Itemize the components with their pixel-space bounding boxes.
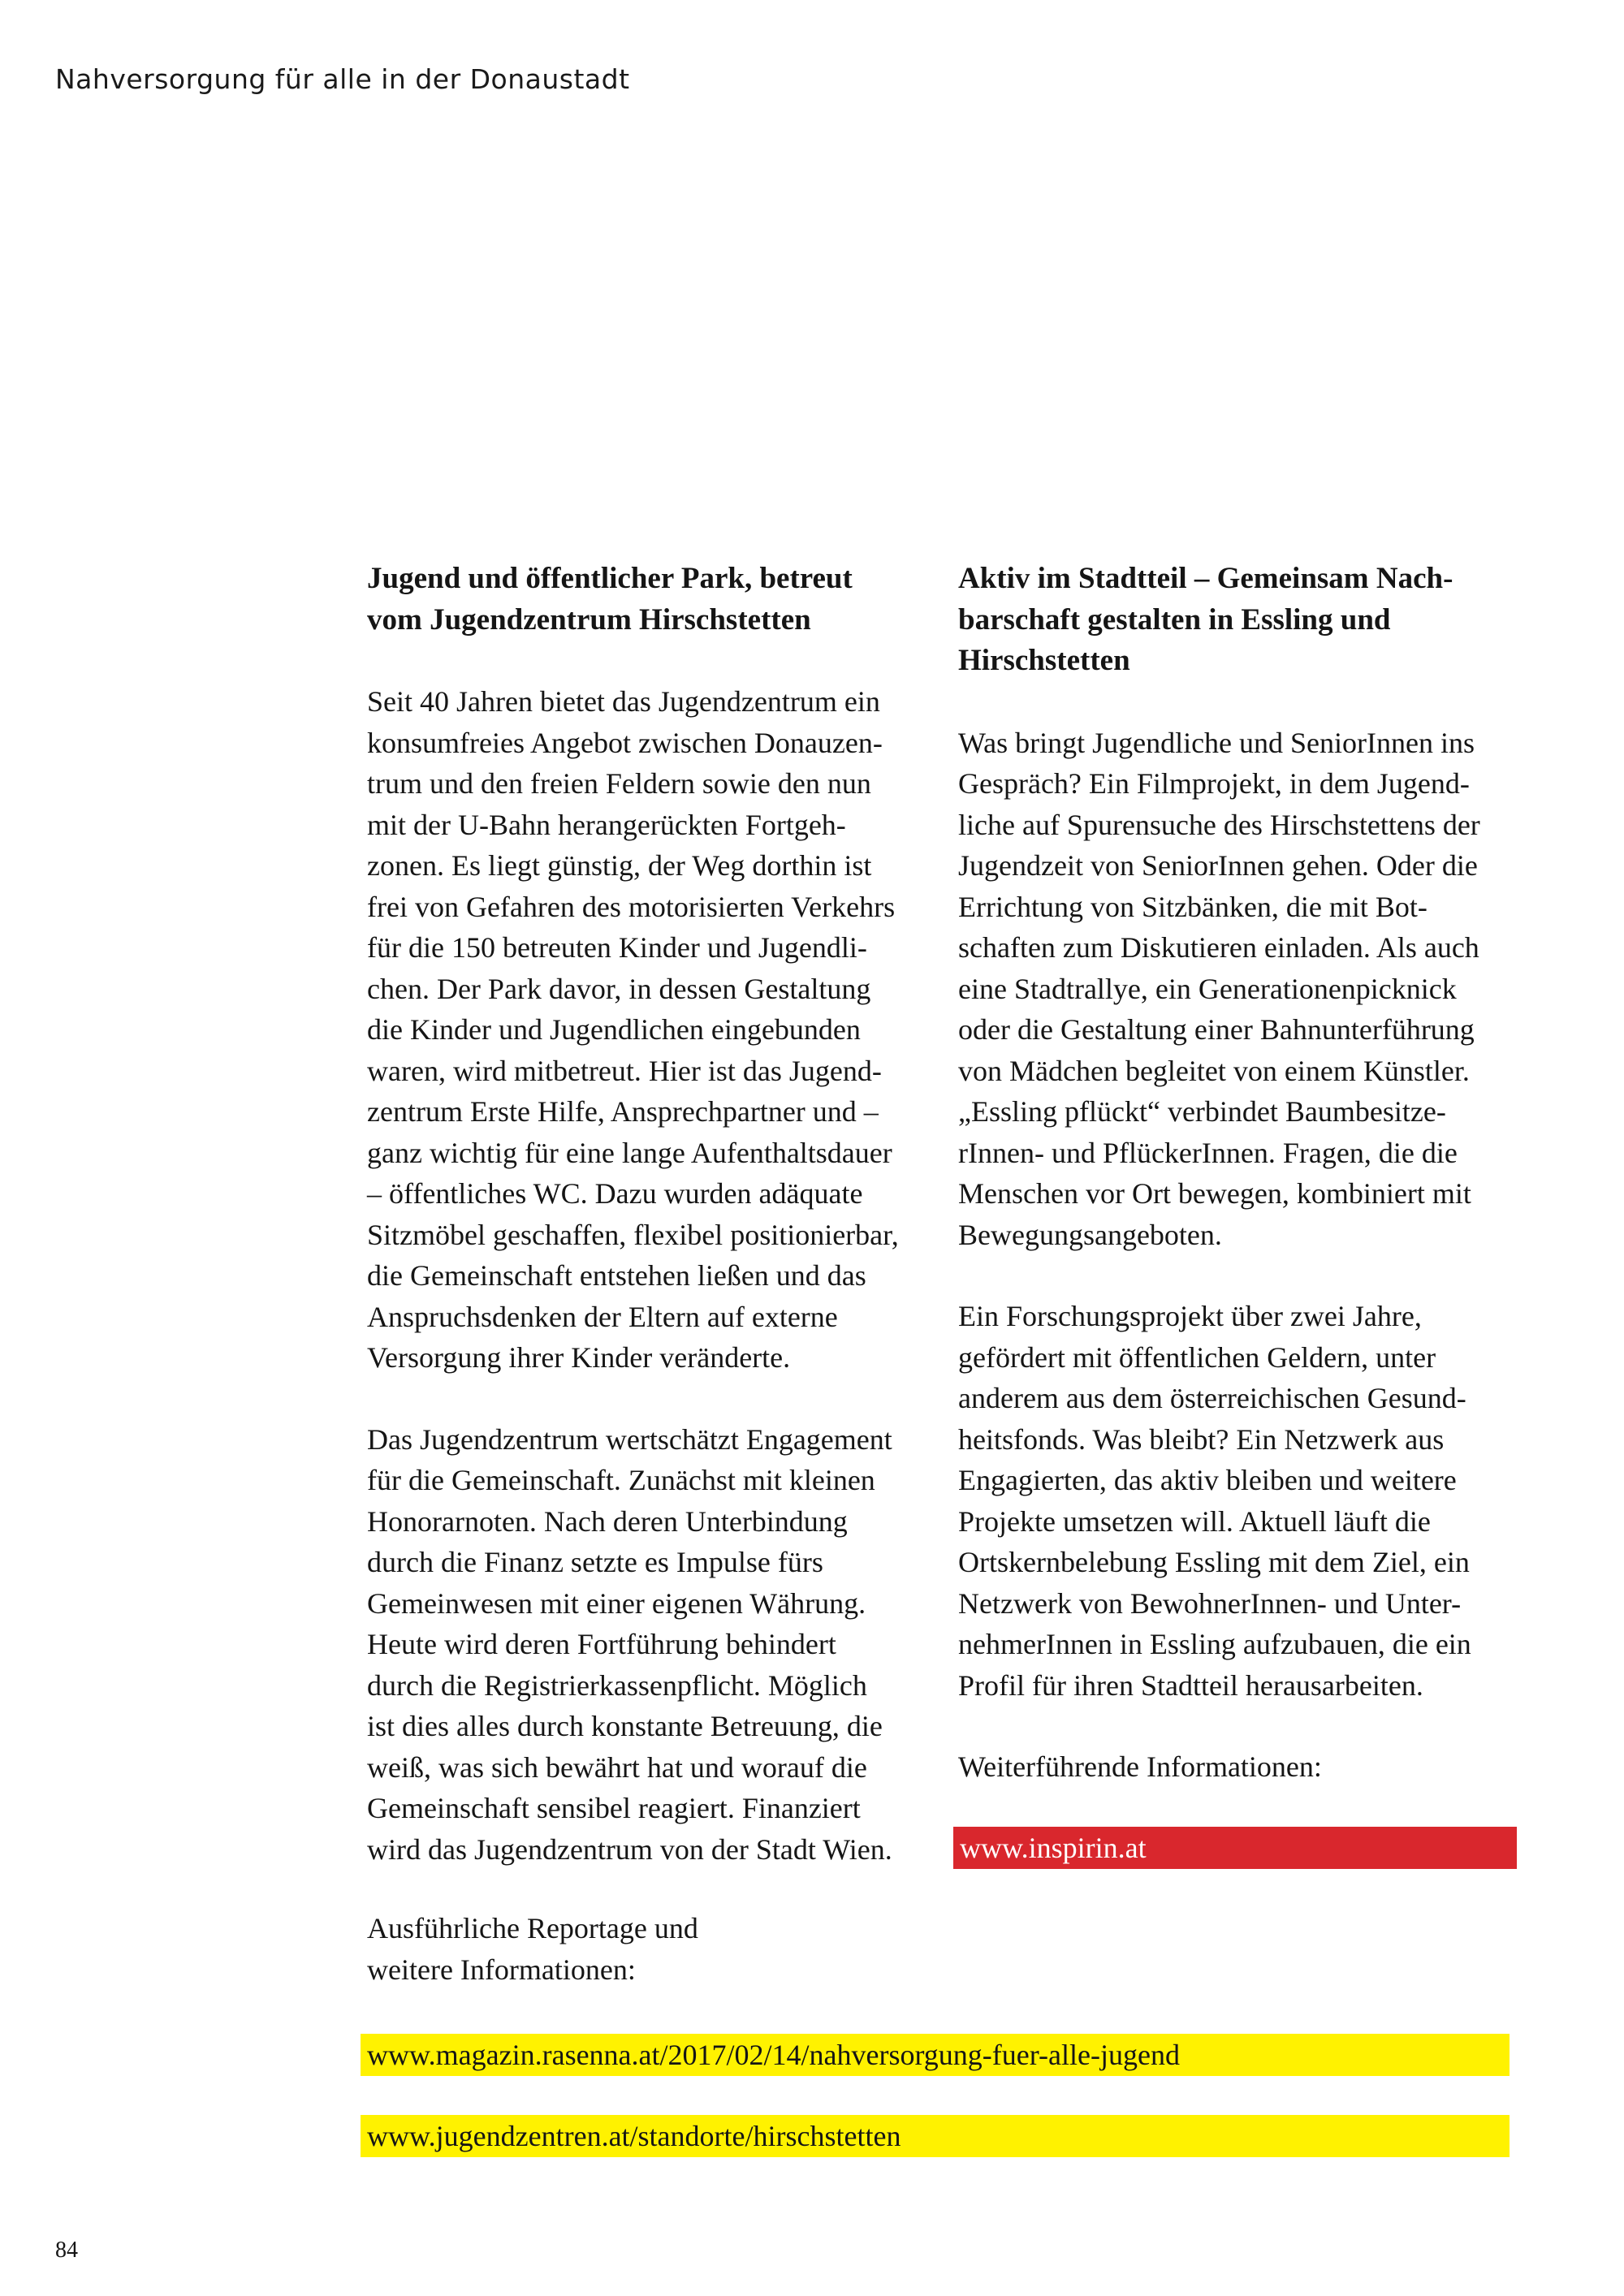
text-line: Versorgung ihrer Kinder veränderte. — [367, 1341, 791, 1374]
text-line: Profil für ihren Stadtteil herausarbeiten. — [958, 1668, 1423, 1702]
left-heading-line: Jugend und öffentlicher Park, betreut — [367, 562, 853, 595]
left-heading-line: vom Jugendzentrum Hirschstetten — [367, 602, 811, 637]
text-line: rInnen- und PflückerInnen. Fragen, die die — [958, 1136, 1458, 1169]
text-line: die Kinder und Jugendlichen eingebunden — [367, 1013, 861, 1046]
text-line: liche auf Spurensuche des Hirschstettens der — [958, 808, 1480, 841]
left-column — [367, 559, 919, 1910]
text-line: Honorarnoten. Nach deren Unterbindung — [367, 1504, 848, 1538]
text-line: eine Stadtrallye, ein Generationenpicknick — [958, 972, 1457, 1005]
text-line: Jugendzeit von SeniorInnen gehen. Oder die — [958, 849, 1478, 882]
text-line: Seit 40 Jahren bietet das Jugendzentrum ein — [367, 685, 880, 718]
text-line: mit der U-Bahn herangerückten Fortgeh- — [367, 808, 846, 841]
text-line: Menschen vor Ort bewegen, kombiniert mit — [958, 1177, 1471, 1210]
text-line: zentrum Erste Hilfe, Ansprechpartner und – — [367, 1095, 879, 1128]
text-line: – öffentliches WC. Dazu wurden adäquate — [367, 1177, 863, 1210]
text-line: Das Jugendzentrum wertschätzt Engagement — [367, 1422, 892, 1456]
right-more-info: Weiterführende Informationen: — [958, 1750, 1322, 1783]
right-paragraph-2 — [958, 1296, 1527, 1706]
left-more-info — [367, 1908, 698, 1990]
text-line: Anspruchsdenken der Eltern auf externe — [367, 1300, 838, 1333]
text-line: frei von Gefahren des motorisierten Verkehrs — [367, 890, 896, 923]
running-header: Nahversorgung für alle in der Donaustadt — [55, 63, 630, 95]
text-line: schaften zum Diskutieren einladen. Als auch — [958, 931, 1479, 964]
text-line: für die 150 betreuten Kinder und Jugendli- — [367, 931, 867, 964]
text-line: trum und den freien Feldern sowie den nun — [367, 767, 871, 800]
text-line: die Gemeinschaft entstehen ließen und das — [367, 1259, 866, 1292]
text-line: anderem aus dem österreichischen Gesund- — [958, 1382, 1466, 1414]
text-line: Gemeinschaft sensibel reagiert. Finanziert — [367, 1792, 861, 1824]
left-heading — [367, 559, 919, 641]
right-heading-line: Hirschstetten — [958, 644, 1130, 677]
right-heading-line: barschaft gestalten in Essling und — [958, 602, 1391, 637]
text-line: Gespräch? Ein Filmprojekt, in dem Jugend- — [958, 767, 1470, 800]
right-heading — [958, 559, 1527, 682]
text-line: Projekte umsetzen will. Aktuell läuft die — [958, 1504, 1431, 1538]
text-line: Bewegungsangeboten. — [958, 1218, 1222, 1251]
text-line: Netzwerk von BewohnerInnen- und Unter- — [958, 1586, 1462, 1620]
text-line: Was bringt Jugendliche und SeniorInnen ins — [958, 726, 1475, 759]
rasenna-link[interactable]: www.magazin.rasenna.at/2017/02/14/nahversorgung-fuer-alle-jugend — [361, 2034, 1510, 2076]
left-paragraph-1 — [367, 681, 919, 1379]
text-line: Ein Forschungsprojekt über zwei Jahre, — [958, 1300, 1422, 1332]
text-line: von Mädchen begleitet von einem Künstler. — [958, 1054, 1470, 1087]
text-line: oder die Gestaltung einer Bahnunterführung — [958, 1013, 1475, 1046]
text-line: Ausführliche Reportage und — [367, 1912, 698, 1944]
text-line: zonen. Es liegt günstig, der Weg dorthin ist — [367, 849, 872, 882]
jugendzentren-link[interactable]: www.jugendzentren.at/standorte/hirschstetten — [361, 2115, 1510, 2157]
right-column — [958, 559, 1527, 1828]
text-line: Ortskernbelebung Essling mit dem Ziel, ein — [958, 1546, 1470, 1578]
text-line: ist dies alles durch konstante Betreuung, die — [367, 1710, 883, 1742]
text-line: konsumfreies Angebot zwischen Donauzen- — [367, 726, 883, 759]
text-line: weitere Informationen: — [367, 1953, 636, 1986]
left-paragraph-2 — [367, 1419, 919, 1871]
page-number: 84 — [55, 2238, 78, 2263]
text-line: weiß, was sich bewährt hat und worauf die — [367, 1750, 867, 1784]
text-line: durch die Registrierkassenpflicht. Möglich — [367, 1668, 867, 1702]
text-line: Sitzmöbel geschaffen, flexibel positionierbar, — [367, 1218, 899, 1251]
right-heading-line: Aktiv im Stadtteil – Gemeinsam Nach- — [958, 562, 1453, 595]
inspirin-link[interactable]: www.inspirin.at — [953, 1827, 1517, 1869]
text-line: heitsfonds. Was bleibt? Ein Netzwerk aus — [958, 1422, 1445, 1456]
text-line: chen. Der Park davor, in dessen Gestaltung — [367, 972, 871, 1005]
text-line: Errichtung von Sitzbänken, die mit Bot- — [958, 890, 1427, 923]
text-line: gefördert mit öffentlichen Geldern, unter — [958, 1340, 1436, 1374]
text-line: Heute wird deren Fortführung behindert — [367, 1628, 836, 1660]
text-line: wird das Jugendzentrum von der Stadt Wien. — [367, 1832, 892, 1866]
text-line: für die Gemeinschaft. Zunächst mit kleinen — [367, 1464, 875, 1496]
text-line: durch die Finanz setzte es Impulse fürs — [367, 1546, 823, 1578]
text-line: „Essling pflückt“ verbindet Baumbesitze- — [958, 1095, 1446, 1128]
text-line: Engagierten, das aktiv bleiben und weitere — [958, 1464, 1457, 1496]
text-line: waren, wird mitbetreut. Hier ist das Jugend- — [367, 1054, 882, 1087]
text-line: nehmerInnen in Essling aufzubauen, die ein — [958, 1628, 1471, 1660]
right-paragraph-1 — [958, 723, 1527, 1256]
text-line: Gemeinwesen mit einer eigenen Währung. — [367, 1586, 866, 1620]
text-line: ganz wichtig für eine lange Aufenthaltsdauer — [367, 1136, 892, 1169]
